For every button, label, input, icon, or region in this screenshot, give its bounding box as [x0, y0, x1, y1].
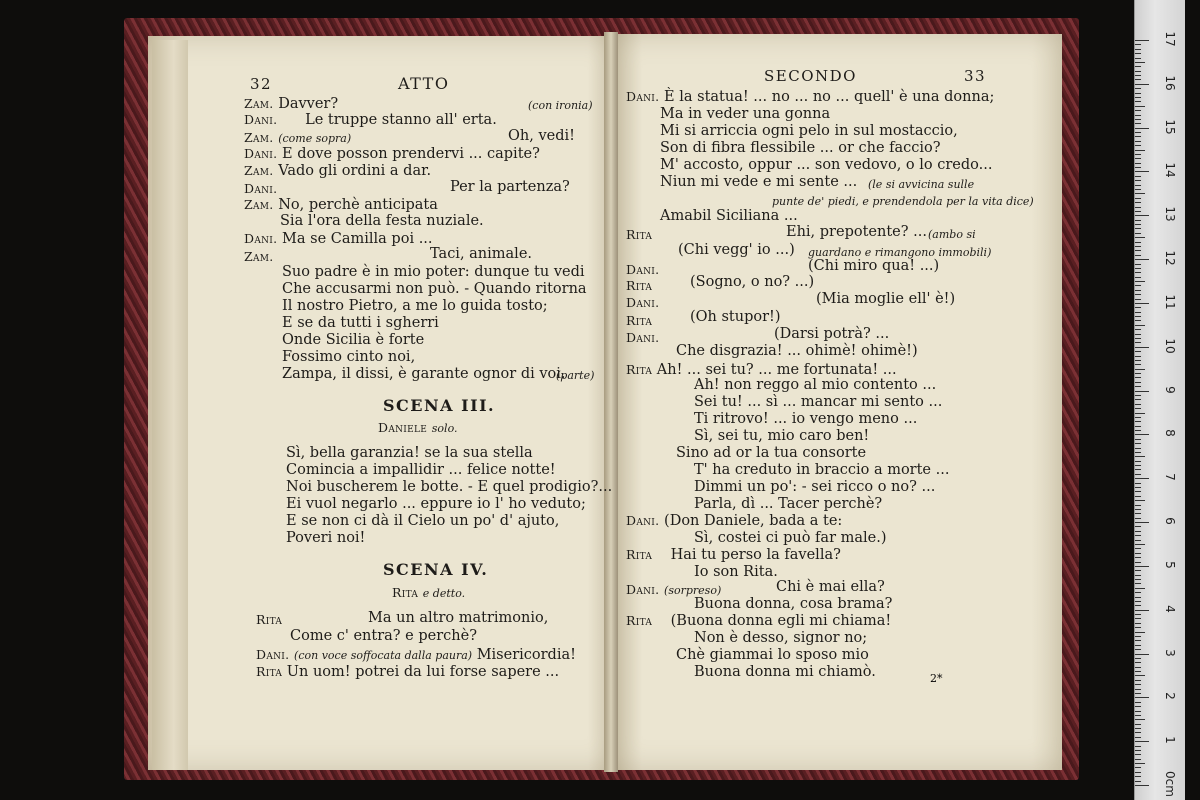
- ruler-tick: [1135, 110, 1141, 111]
- ruler-tick: [1135, 163, 1141, 164]
- ruler-tick: [1135, 772, 1141, 773]
- ruler-tick: [1135, 518, 1141, 519]
- ruler-tick: [1135, 715, 1141, 716]
- ruler-tick: [1135, 754, 1141, 755]
- verse-line: (Chi vegg' io ...): [678, 242, 795, 258]
- ruler-tick: [1135, 531, 1141, 532]
- ruler-tick: [1135, 285, 1141, 286]
- verse-line: Non è desso, signor no;: [694, 630, 868, 646]
- speech-text: Ma un altro matrimonio,: [368, 610, 549, 626]
- ruler-tick: [1135, 215, 1149, 216]
- ruler-tick: [1135, 84, 1149, 85]
- ruler-tick: [1135, 242, 1141, 243]
- ruler-label: 3: [1163, 648, 1177, 657]
- ruler-tick: [1135, 395, 1141, 396]
- ruler-tick: [1135, 684, 1141, 685]
- ruler-tick: [1135, 334, 1141, 335]
- verse-line: Sì, sei tu, mio caro ben!: [694, 428, 870, 444]
- ruler-tick: [1135, 220, 1141, 221]
- ruler-tick: [1135, 601, 1141, 602]
- verse-line: Che disgrazia! ... ohimè! ohimè!): [676, 343, 918, 359]
- verse-line: Niun mi vede e mi sente ...: [660, 174, 858, 190]
- ruler-label: 15: [1163, 119, 1177, 135]
- speech-line: Dani. E dove posson prendervi ... capite?: [244, 146, 540, 162]
- ruler-tick: [1135, 290, 1141, 291]
- ruler-tick: [1135, 706, 1141, 707]
- ruler-tick: [1135, 430, 1141, 431]
- ruler-tick: [1135, 491, 1141, 492]
- ruler-tick: [1135, 461, 1141, 462]
- ruler-tick: [1135, 654, 1149, 655]
- ruler-tick: [1135, 627, 1141, 628]
- ruler-tick: [1135, 325, 1145, 326]
- ruler-tick: [1135, 207, 1141, 208]
- ruler-tick: [1135, 404, 1141, 405]
- ruler-tick: [1135, 465, 1141, 466]
- ruler-tick: [1135, 570, 1141, 571]
- ruler-tick: [1135, 417, 1141, 418]
- ruler-tick: [1135, 513, 1141, 514]
- ruler-tick: [1135, 75, 1141, 76]
- ruler-label: 10: [1163, 338, 1177, 354]
- speech-line: Zam. (come sopra): [244, 130, 352, 145]
- ruler-label: 14: [1163, 162, 1177, 179]
- scene-persons: Rita e detto.: [392, 585, 466, 600]
- speech-line: Rita Hai tu perso la favella?: [626, 547, 841, 563]
- ruler-tick: [1135, 443, 1141, 444]
- ruler-label: 0cm: [1163, 771, 1177, 797]
- stage-direction: guardano e rimangono immobili): [808, 246, 992, 259]
- ruler-tick: [1135, 391, 1149, 392]
- stage-direction: (parte): [556, 369, 595, 382]
- ruler-tick: [1135, 40, 1149, 41]
- ruler-label: 17: [1163, 31, 1177, 47]
- ruler-tick: [1135, 618, 1141, 619]
- ruler-tick: [1135, 53, 1141, 54]
- ruler-tick: [1135, 750, 1141, 751]
- verse-line: Sei tu! ... sì ... mancar mi sento ...: [694, 394, 943, 410]
- speech-line: Dani. È la statua! ... no ... no ... quell' è una donna;: [626, 89, 995, 105]
- speech-line: Dani. Ma se Camilla poi ...: [244, 231, 433, 247]
- ruler-tick: [1135, 413, 1145, 414]
- page-number: 32: [250, 75, 273, 93]
- ruler-tick: [1135, 320, 1141, 321]
- stage-direction: (con ironia): [528, 99, 593, 112]
- ruler-tick: [1135, 211, 1141, 212]
- speech-line: Rita Ah! ... sei tu? ... me fortunata! ...: [626, 362, 897, 378]
- verse-line: Zampa, il dissi, è garante ognor di voi.: [282, 366, 566, 382]
- ruler-tick: [1135, 329, 1141, 330]
- stage-direction: (ambo si: [928, 228, 976, 241]
- speech-line: Dani. (con voce soffocata dalla paura) Misericordia!: [256, 647, 576, 663]
- ruler-tick: [1135, 579, 1141, 580]
- verse-line: E se da tutti i sgherri: [282, 315, 439, 331]
- speech-text: Per la partenza?: [450, 179, 570, 195]
- ruler-tick: [1135, 483, 1141, 484]
- ruler-tick: [1135, 132, 1141, 133]
- ruler-tick: [1135, 193, 1145, 194]
- ruler-label: 5: [1163, 561, 1177, 569]
- ruler-tick: [1135, 294, 1141, 295]
- ruler-tick: [1135, 377, 1141, 378]
- ruler-tick: [1135, 180, 1141, 181]
- verse-line: Il nostro Pietro, a me lo guida tosto;: [282, 298, 548, 314]
- verse-line: Suo padre è in mio poter: dunque tu vedi: [282, 264, 585, 280]
- verse-line: Sia l'ora della festa nuziale.: [280, 213, 484, 229]
- speech-text: Oh, vedi!: [508, 128, 575, 144]
- ruler-tick: [1135, 671, 1141, 672]
- ruler-tick: [1135, 49, 1141, 50]
- ruler-tick: [1135, 478, 1149, 479]
- ruler-tick: [1135, 496, 1141, 497]
- scene-heading: SCENA IV.: [383, 560, 489, 579]
- speech-line: Rita: [256, 612, 283, 627]
- ruler-tick: [1135, 281, 1145, 282]
- ruler-tick: [1135, 386, 1141, 387]
- ruler-label: 6: [1163, 517, 1177, 525]
- ruler-tick: [1135, 237, 1145, 238]
- ruler-tick: [1135, 636, 1141, 637]
- speech-line: Dani.: [244, 181, 278, 196]
- ruler-tick: [1135, 487, 1141, 488]
- page-edges: [152, 40, 188, 770]
- ruler-tick: [1135, 228, 1141, 229]
- ruler-tick: [1135, 79, 1141, 80]
- ruler-tick: [1135, 553, 1141, 554]
- verse-line: Ti ritrovo! ... io vengo meno ...: [694, 411, 918, 427]
- ruler-tick: [1135, 421, 1141, 422]
- measuring-ruler: [1134, 0, 1185, 800]
- ruler-tick: [1135, 741, 1149, 742]
- ruler-tick: [1135, 347, 1149, 348]
- book-gutter: [604, 32, 618, 772]
- ruler-tick: [1135, 610, 1149, 611]
- ruler-tick: [1135, 719, 1145, 720]
- verse-line: Che accusarmi non può. - Quando ritorna: [282, 281, 587, 297]
- verse-line: Sino ad or la tua consorte: [676, 445, 867, 461]
- ruler-tick: [1135, 123, 1141, 124]
- ruler-tick: [1135, 167, 1141, 168]
- ruler-tick: [1135, 342, 1141, 343]
- ruler-tick: [1135, 680, 1141, 681]
- ruler-tick: [1135, 658, 1141, 659]
- ruler-tick: [1135, 185, 1141, 186]
- ruler-tick: [1135, 605, 1141, 606]
- ruler-tick: [1135, 250, 1141, 251]
- speech-line: Dani.: [626, 330, 660, 345]
- ruler-tick: [1135, 44, 1141, 45]
- ruler-tick: [1135, 150, 1145, 151]
- page-number: 33: [964, 67, 987, 85]
- ruler-tick: [1135, 662, 1141, 663]
- speech-line: Zam.: [244, 249, 274, 264]
- speech-line: Rita: [626, 313, 653, 328]
- verse-line: Dimmi un po': - sei ricco o no? ...: [694, 479, 936, 495]
- speech-line: Rita Un uom! potrei da lui forse sapere ...: [256, 664, 560, 680]
- ruler-tick: [1135, 702, 1141, 703]
- ruler-tick: [1135, 767, 1141, 768]
- ruler-tick: [1135, 548, 1141, 549]
- ruler-tick: [1135, 264, 1141, 265]
- ruler-tick: [1135, 246, 1141, 247]
- verse-line: Buona donna, cosa brama?: [694, 596, 893, 612]
- ruler-tick: [1135, 526, 1141, 527]
- speech-line: Zam. Davver?: [244, 96, 339, 112]
- ruler-tick: [1135, 338, 1141, 339]
- verse-line: Mi si arriccia ogni pelo in sul mostaccio,: [660, 123, 958, 139]
- ruler-tick: [1135, 299, 1141, 300]
- verse-line: Sì, costei ci può far male.): [694, 530, 887, 546]
- ruler-tick: [1135, 588, 1145, 589]
- ruler-tick: [1135, 448, 1141, 449]
- ruler-tick: [1135, 356, 1141, 357]
- speech-text: Ehi, prepotente? ...: [786, 224, 927, 240]
- speech-line: Dani. (sorpreso): [626, 582, 722, 597]
- ruler-tick: [1135, 776, 1141, 777]
- ruler-label: 12: [1163, 250, 1177, 266]
- verse-line: Fossimo cinto noi,: [282, 349, 416, 365]
- ruler-tick: [1135, 268, 1141, 269]
- verse-line: T' ha creduto in braccio a morte ...: [694, 462, 950, 478]
- verse-line: Onde Sicilia è forte: [282, 332, 425, 348]
- ruler-tick: [1135, 592, 1141, 593]
- ruler-tick: [1135, 500, 1145, 501]
- ruler-tick: [1135, 145, 1141, 146]
- speech-text: Taci, animale.: [430, 246, 533, 262]
- ruler-tick: [1135, 649, 1141, 650]
- ruler-label: 13: [1163, 206, 1177, 222]
- ruler-tick: [1135, 158, 1141, 159]
- ruler-tick: [1135, 575, 1141, 576]
- ruler-tick: [1135, 316, 1141, 317]
- ruler-tick: [1135, 255, 1141, 256]
- verse-line: Ah! non reggo al mio contento ...: [694, 377, 937, 393]
- ruler-tick: [1135, 312, 1141, 313]
- ruler-tick: [1135, 351, 1141, 352]
- ruler-tick: [1135, 505, 1141, 506]
- ruler-tick: [1135, 101, 1141, 102]
- ruler-tick: [1135, 724, 1141, 725]
- ruler-tick: [1135, 675, 1145, 676]
- speech-text: (Oh stupor!): [690, 309, 781, 325]
- ruler-tick: [1135, 535, 1141, 536]
- ruler-tick: [1135, 645, 1141, 646]
- ruler-tick: [1135, 562, 1141, 563]
- ruler-label: 1: [1163, 736, 1177, 744]
- ruler-tick: [1135, 614, 1141, 615]
- verse-line: Chè giammai lo sposo mio: [676, 647, 869, 663]
- verse-line: Comincia a impallidir ... felice notte!: [286, 462, 556, 478]
- verse-line: Poveri noi!: [286, 530, 366, 546]
- scene-persons: Daniele solo.: [378, 420, 458, 435]
- ruler-tick: [1135, 364, 1141, 365]
- ruler-tick: [1135, 88, 1141, 89]
- ruler-tick: [1135, 233, 1141, 234]
- ruler-tick: [1135, 697, 1149, 698]
- signature-mark: 2*: [930, 672, 943, 685]
- speech-line: Rita (Buona donna egli mi chiama!: [626, 613, 892, 629]
- ruler-tick: [1135, 426, 1141, 427]
- stage-direction: punte de' piedi, e prendendola per la vita dice): [772, 195, 1034, 208]
- ruler-tick: [1135, 689, 1141, 690]
- ruler-tick: [1135, 557, 1141, 558]
- ruler-tick: [1135, 566, 1149, 567]
- ruler-tick: [1135, 373, 1141, 374]
- ruler-tick: [1135, 66, 1141, 67]
- verse-line: Ei vuol negarlo ... eppure io l' ho veduto;: [286, 496, 586, 512]
- scene-heading: SCENA III.: [383, 396, 496, 415]
- ruler-tick: [1135, 58, 1141, 59]
- speech-line: Dani.: [626, 295, 660, 310]
- ruler-tick: [1135, 97, 1141, 98]
- speech-text: (Mia moglie ell' è!): [816, 291, 956, 307]
- verse-line: E se non ci dà il Cielo un po' d' ajuto,: [286, 513, 560, 529]
- speech-line: Dani. (Don Daniele, bada a te:: [626, 513, 843, 529]
- ruler-tick: [1135, 434, 1149, 435]
- ruler-tick: [1135, 360, 1141, 361]
- verse-line: Son di fibra flessibile ... or che faccio?: [660, 140, 941, 156]
- verse-line: Sì, bella garanzia! se la sua stella: [286, 445, 533, 461]
- verse-line: Io son Rita.: [694, 564, 778, 580]
- ruler-tick: [1135, 583, 1141, 584]
- ruler-tick: [1135, 106, 1145, 107]
- ruler-tick: [1135, 136, 1141, 137]
- ruler-tick: [1135, 693, 1141, 694]
- speech-line: Dani. Le truppe stanno all' erta.: [244, 112, 497, 128]
- ruler-tick: [1135, 369, 1145, 370]
- speech-line: Rita: [626, 278, 653, 293]
- ruler-tick: [1135, 732, 1141, 733]
- ruler-tick: [1135, 763, 1145, 764]
- ruler-tick: [1135, 71, 1141, 72]
- ruler-tick: [1135, 115, 1141, 116]
- ruler-label: 2: [1163, 692, 1177, 701]
- ruler-tick: [1135, 711, 1141, 712]
- ruler-tick: [1135, 202, 1141, 203]
- ruler-label: 16: [1163, 75, 1177, 91]
- ruler-tick: [1135, 439, 1141, 440]
- ruler-label: 9: [1163, 385, 1177, 394]
- verse-line: Parla, dì ... Tacer perchè?: [694, 496, 883, 512]
- ruler-tick: [1135, 303, 1149, 304]
- ruler-tick: [1135, 259, 1149, 260]
- ruler-tick: [1135, 62, 1145, 63]
- running-head: ATTO: [398, 74, 450, 93]
- verse-line: Buona donna mi chiamò.: [694, 664, 876, 680]
- ruler-tick: [1135, 224, 1141, 225]
- ruler-label: 7: [1163, 473, 1177, 482]
- verse-line: Ma in veder una gonna: [660, 106, 831, 122]
- ruler-tick: [1135, 623, 1141, 624]
- ruler-tick: [1135, 469, 1141, 470]
- ruler-tick: [1135, 509, 1141, 510]
- ruler-tick: [1135, 154, 1141, 155]
- ruler-tick: [1135, 128, 1149, 129]
- ruler-tick: [1135, 640, 1141, 641]
- ruler-label: 4: [1163, 604, 1177, 613]
- ruler-tick: [1135, 474, 1141, 475]
- ruler-label: 11: [1163, 294, 1177, 310]
- speech-line: Dani.: [626, 262, 660, 277]
- speech-line: Zam. No, perchè anticipata: [244, 197, 438, 213]
- ruler-tick: [1135, 759, 1141, 760]
- ruler-tick: [1135, 141, 1141, 142]
- ruler-tick: [1135, 456, 1145, 457]
- verse-line: Amabil Siciliana ...: [660, 208, 798, 224]
- verse-line: Noi buscherem le botte. - E quel prodigio?...: [286, 479, 613, 495]
- ruler-tick: [1135, 522, 1149, 523]
- ruler-tick: [1135, 597, 1141, 598]
- ruler-tick: [1135, 781, 1141, 782]
- ruler-tick: [1135, 632, 1145, 633]
- speech-text: Chi è mai ella?: [776, 579, 885, 595]
- ruler-tick: [1135, 540, 1141, 541]
- ruler-tick: [1135, 544, 1145, 545]
- ruler-tick: [1135, 408, 1141, 409]
- ruler-tick: [1135, 189, 1141, 190]
- ruler-tick: [1135, 272, 1141, 273]
- verse-line: M' accosto, oppur ... son vedovo, o lo credo...: [660, 157, 993, 173]
- ruler-tick: [1135, 119, 1141, 120]
- speech-line: Zam. Vado gli ordini a dar.: [244, 163, 432, 179]
- ruler-tick: [1135, 93, 1141, 94]
- speech-text: (Darsi potrà? ...: [774, 326, 890, 342]
- ruler-tick: [1135, 737, 1141, 738]
- running-head: SECONDO: [764, 67, 857, 85]
- ruler-tick: [1135, 176, 1141, 177]
- speech-text: (Chi miro qua! ...): [808, 258, 940, 274]
- ruler-tick: [1135, 746, 1141, 747]
- ruler-tick: [1135, 667, 1141, 668]
- ruler-tick: [1135, 382, 1141, 383]
- speech-line: Rita: [626, 227, 653, 242]
- stage-direction: (le si avvicina sulle: [868, 178, 975, 191]
- ruler-tick: [1135, 399, 1141, 400]
- ruler-label: 8: [1163, 429, 1177, 438]
- ruler-tick: [1135, 277, 1141, 278]
- ruler-tick: [1135, 728, 1141, 729]
- ruler-tick: [1135, 452, 1141, 453]
- ruler-tick: [1135, 307, 1141, 308]
- ruler-tick: [1135, 785, 1149, 786]
- ruler-tick: [1135, 198, 1141, 199]
- ruler-tick: [1135, 171, 1149, 172]
- speech-text: (Sogno, o no? ...): [690, 274, 815, 290]
- verse-line: Come c' entra? e perchè?: [290, 628, 477, 644]
